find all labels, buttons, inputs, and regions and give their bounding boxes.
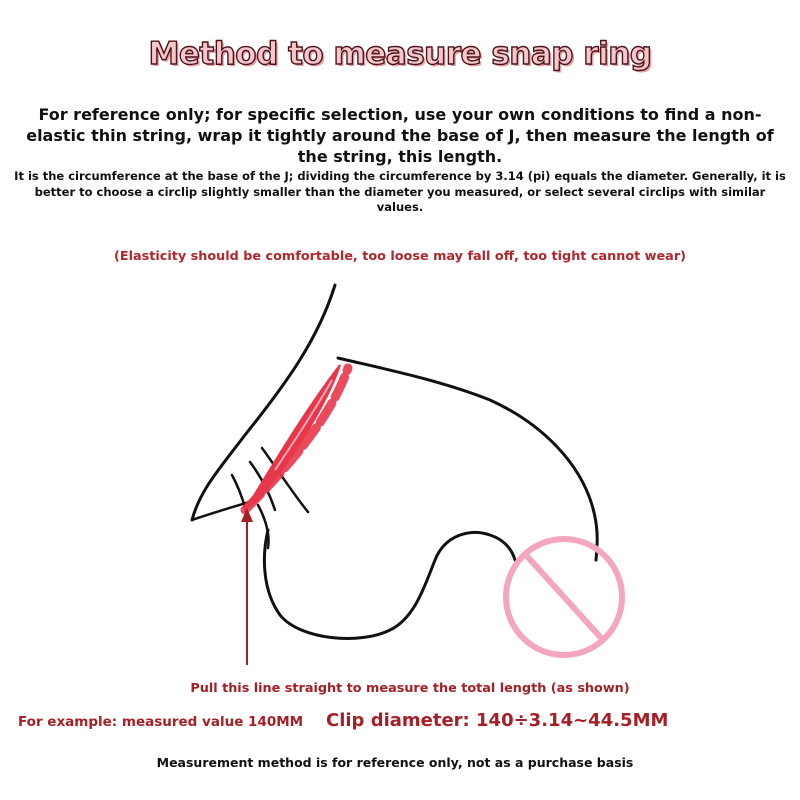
measuring-string-front [245, 365, 340, 510]
pull-instruction: Pull this line straight to measure the total length (as shown) [190, 681, 630, 696]
elasticity-note: (Elasticity should be comfortable, too loose may fall off, too tight cannot wear) [114, 249, 686, 264]
prohibited-icon [506, 539, 622, 655]
lower-outline [264, 530, 515, 638]
shaft-outline [338, 358, 597, 560]
clip-diameter: Clip diameter: 140÷3.14~44.5MM [326, 710, 669, 731]
disclaimer-text: Measurement method is for reference only, not as a purchase basis [156, 755, 634, 770]
page-title: Method to measure snap ring [148, 36, 652, 72]
intro-text: For reference only; for specific selection, use your own conditions to find a non-elastic thin string, wrap it tightly around the base of J, then measure the length of the string, this length. [26, 105, 774, 166]
example-measurement: For example: measured value 140MM [18, 714, 304, 730]
detail-text: It is the circumference at the base of the J; dividing the circumference by 3.14 (pi) equals the diameter. Generally, it is better to choose a circlip slightly smaller than the diameter you measured, or select several circlips with similar values. [14, 169, 786, 214]
